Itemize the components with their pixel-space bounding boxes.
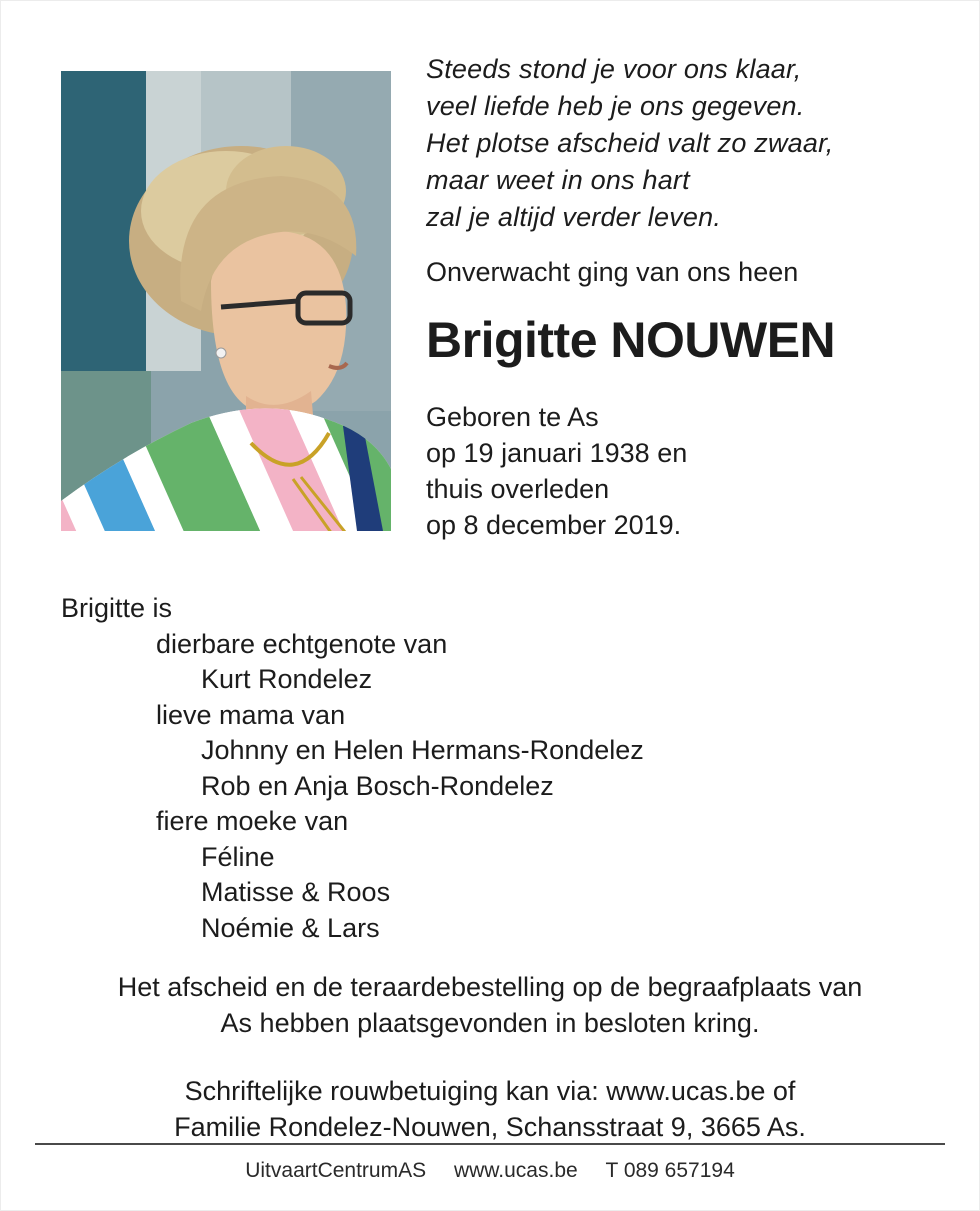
family-line: Kurt Rondelez — [201, 664, 373, 694]
poem-line: Steeds stond je voor ons klaar, — [426, 54, 802, 84]
ceremony-line: Het afscheid en de teraardebestelling op de begraafplaats van — [117, 972, 863, 1002]
life-dates — [426, 399, 931, 543]
funeral-home-name: UitvaartCentrumAS — [245, 1159, 427, 1182]
family-line: lieve mama van — [156, 699, 346, 730]
memorial-poem — [426, 51, 931, 236]
family-line: fiere moeke van — [156, 806, 349, 836]
condolence-line: Schriftelijke rouwbetuiging kan via: www.ucas.be of — [184, 1076, 796, 1106]
family-line: dierbare echtgenote van — [156, 628, 448, 659]
portrait-photo — [61, 71, 391, 531]
family-line: Brigitte is — [61, 593, 173, 623]
poem-line: zal je altijd verder leven. — [426, 202, 722, 232]
divider-line — [35, 1143, 945, 1145]
condolence-line: Familie Rondelez-Nouwen, Schansstraat 9, 3665 As. — [174, 1112, 806, 1142]
announcement-column — [426, 51, 931, 543]
portrait-illustration — [61, 71, 391, 531]
footer — [1, 1159, 979, 1183]
family-line: Rob en Anja Bosch-Rondelez — [201, 770, 554, 801]
poem-line: veel liefde heb je ons gegeven. — [426, 91, 805, 121]
deceased-name: Brigitte NOUWEN — [426, 312, 836, 368]
ceremony-line: As hebben plaatsgevonden in besloten kring. — [220, 1008, 760, 1038]
family-relations — [61, 591, 644, 946]
family-line: Matisse & Roos — [201, 877, 391, 907]
footer-website: www.ucas.be — [453, 1159, 578, 1182]
condolence-info — [1, 1073, 979, 1145]
poem-line: Het plotse afscheid valt zo zwaar, — [426, 128, 834, 158]
life-line: op 8 december 2019. — [426, 510, 682, 540]
announcement-intro: Onverwacht ging van ons heen — [426, 257, 799, 287]
life-line: thuis overleden — [426, 474, 610, 504]
family-line: Johnny en Helen Hermans-Rondelez — [201, 735, 644, 765]
family-line: Féline — [201, 841, 275, 872]
footer-phone: T 089 657194 — [605, 1159, 735, 1182]
life-line: op 19 januari 1938 en — [426, 438, 688, 468]
ceremony-notice — [1, 969, 979, 1041]
poem-line: maar weet in ons hart — [426, 165, 690, 195]
family-line: Noémie & Lars — [201, 912, 380, 943]
life-line: Geboren te As — [426, 402, 599, 432]
